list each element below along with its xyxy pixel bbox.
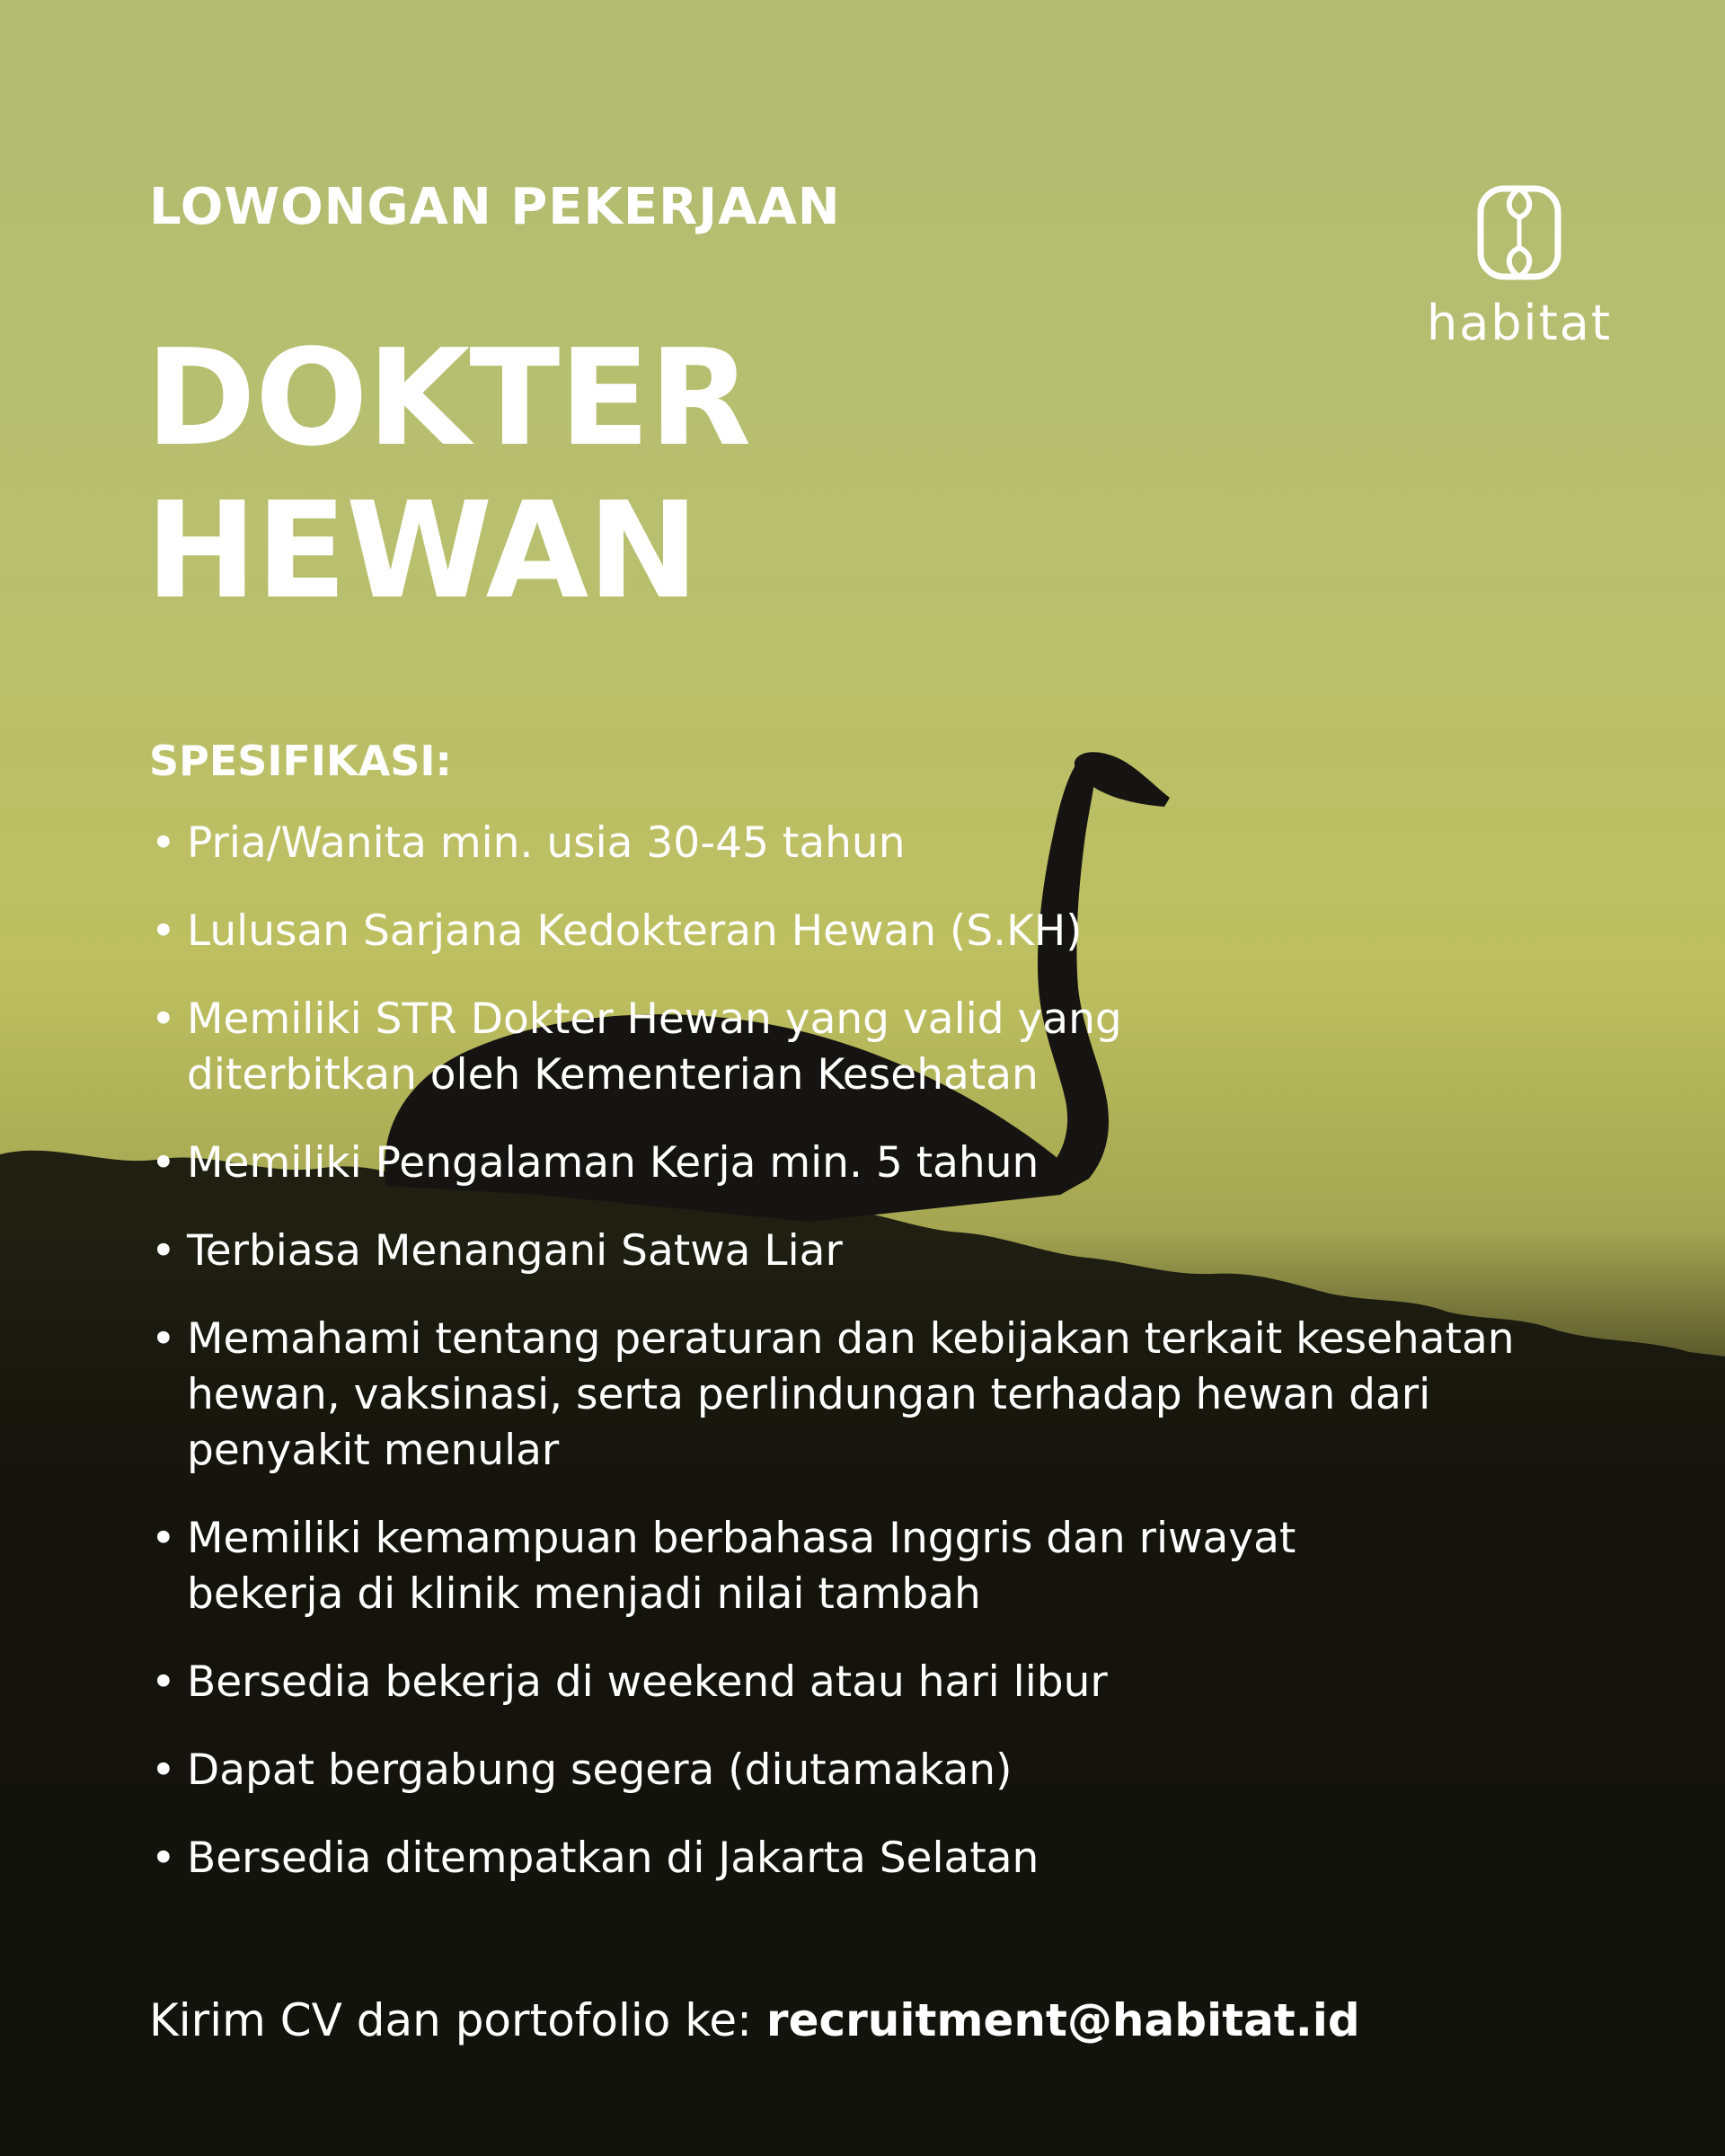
spec-list: [149, 816, 1587, 1919]
spec-item-experience: • Memiliki Pengalaman Kerja min. 5 tahun: [149, 1135, 1265, 1191]
spec-title: SPESIFIKASI:: [149, 737, 452, 785]
spec-item-wildlife: • Terbiasa Menangani Satwa Liar: [149, 1224, 1265, 1279]
spec-item-regulations: • Memahami tentang peraturan dan kebijakan terkait kesehatan hewan, vaksinasi, serta perlindungan terhadap hewan dari penyakit menular: [149, 1312, 1588, 1479]
job-title: [146, 322, 750, 627]
habitat-logo-icon: [1477, 185, 1561, 280]
habitat-logo-text: habitat: [1426, 295, 1613, 351]
spec-item-weekend: • Bersedia bekerja di weekend atau hari libur: [149, 1655, 1355, 1710]
job-title-line-2: HEWAN: [146, 473, 698, 628]
job-title-line-1: DOKTER: [146, 321, 751, 475]
spec-item-location: • Bersedia ditempatkan di Jakarta Selatan: [149, 1831, 1355, 1886]
contact-email: recruitment@habitat.id: [765, 1994, 1360, 2046]
spec-item-education: • Lulusan Sarjana Kedokteran Hewan (S.KH): [149, 904, 1220, 959]
eyebrow-heading: LOWONGAN PEKERJAAN: [149, 178, 841, 236]
contact-prefix: Kirim CV dan portofolio ke:: [149, 1994, 766, 2046]
contact-line: [149, 1994, 1360, 2046]
spec-item-join-immediately: • Dapat bergabung segera (diutamakan): [149, 1743, 1355, 1798]
spec-item-str-license: • Memiliki STR Dokter Hewan yang valid yang diterbitkan oleh Kementerian Kesehatan: [149, 992, 1265, 1103]
spec-item-english-clinic: • Memiliki kemampuan berbahasa Inggris dan riwayat bekerja di klinik menjadi nilai tambah: [149, 1511, 1319, 1622]
spec-item-age: • Pria/Wanita min. usia 30-45 tahun: [149, 816, 1220, 871]
habitat-logo: [1425, 185, 1614, 356]
